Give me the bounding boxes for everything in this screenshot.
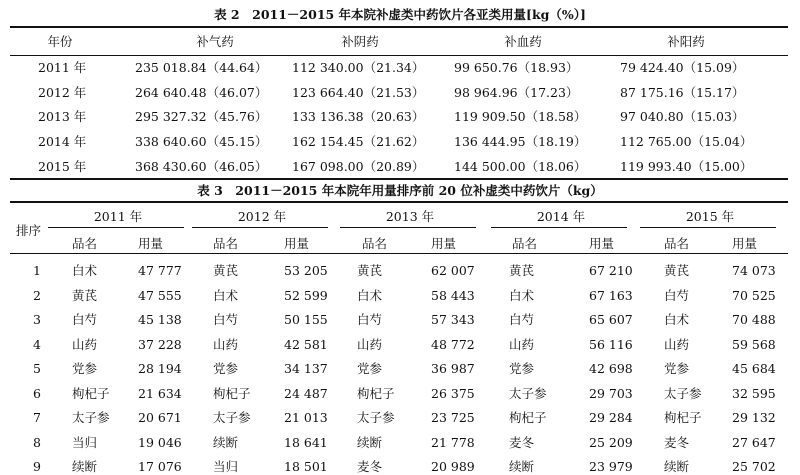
- table2-value-cell: 97 040.80（15.03）: [620, 109, 745, 124]
- table3-amount-cell: 53 205: [284, 263, 328, 278]
- table3-name-cell: 白术: [664, 312, 690, 327]
- table3-year-header: 2015 年: [685, 209, 735, 224]
- table3-amount-cell: 28 194: [138, 361, 182, 376]
- table2-value-cell: 119 909.50（18.58）: [454, 109, 587, 124]
- table3-amount-cell: 17 076: [138, 459, 182, 474]
- table3-name-cell: 白芍: [664, 288, 690, 303]
- table3-header-rule: [10, 253, 788, 254]
- table3-amount-cell: 50 155: [284, 312, 328, 327]
- table3-amount-cell: 21 634: [138, 386, 182, 401]
- table3-name-cell: 党参: [357, 361, 383, 376]
- table2-value-cell: 368 430.60（46.05）: [135, 159, 268, 174]
- table3-amount-cell: 59 568: [732, 337, 776, 352]
- table3-rank-cell: 5: [33, 361, 41, 376]
- table3-amount-cell: 23 725: [431, 410, 475, 425]
- table3-name-cell: 白术: [357, 288, 383, 303]
- table3-year-header: 2011 年: [93, 209, 143, 224]
- table2-year-cell: 2015 年: [38, 159, 87, 174]
- table2-bottom-rule: [10, 178, 788, 180]
- table3-amount-cell: 42 581: [284, 337, 328, 352]
- table3-amount-cell: 48 772: [431, 337, 475, 352]
- table2-year-cell: 2011 年: [38, 60, 87, 75]
- table3-name-cell: 枸杞子: [357, 386, 395, 401]
- table3-name-cell: 山药: [357, 337, 383, 352]
- table2-value-cell: 295 327.32（45.76）: [135, 109, 268, 124]
- table2-col-header: 补阳药: [667, 34, 705, 49]
- table3-name-cell: 白芍: [509, 312, 535, 327]
- table3-rank-header: 排序: [16, 223, 42, 238]
- table3-name-cell: 太子参: [72, 410, 110, 425]
- table3-name-cell: 黄芪: [509, 263, 535, 278]
- table3-amount-cell: 45 684: [732, 361, 776, 376]
- table3-amount-header: 用量: [138, 236, 164, 251]
- table3-amount-cell: 45 138: [138, 312, 182, 327]
- table3-name-cell: 麦冬: [509, 435, 535, 450]
- table3-amount-cell: 29 132: [732, 410, 776, 425]
- table3-name-cell: 枸杞子: [72, 386, 110, 401]
- table3-name-cell: 续断: [509, 459, 535, 474]
- table2-col-header: 补气药: [196, 34, 234, 49]
- table3-amount-cell: 20 989: [431, 459, 475, 474]
- table2-value-cell: 98 964.96（17.23）: [454, 85, 579, 100]
- table3-amount-cell: 65 607: [589, 312, 633, 327]
- table3-name-cell: 黄芪: [664, 263, 690, 278]
- table2-value-cell: 136 444.95（18.19）: [454, 134, 587, 149]
- table3-name-cell: 太子参: [213, 410, 251, 425]
- table3-name-cell: 续断: [664, 459, 690, 474]
- table3-amount-header: 用量: [431, 236, 457, 251]
- table3-amount-cell: 29 703: [589, 386, 633, 401]
- table2-value-cell: 112 340.00（21.34）: [292, 60, 425, 75]
- table3-name-cell: 党参: [213, 361, 239, 376]
- table3-name-cell: 黄芪: [213, 263, 239, 278]
- table2-value-cell: 87 175.16（15.17）: [620, 85, 745, 100]
- table3-rank-cell: 2: [33, 288, 41, 303]
- table3-year-underline: [48, 227, 184, 228]
- table2-value-cell: 144 500.00（18.06）: [454, 159, 587, 174]
- table3-name-cell: 麦冬: [357, 459, 383, 474]
- table3-year-underline: [491, 227, 627, 228]
- table2-caption: 表 2 2011－2015 年本院补虚类中药饮片各亚类用量[kg（%）]: [214, 7, 586, 22]
- table3-amount-cell: 67 163: [589, 288, 633, 303]
- table2-value-cell: 167 098.00（20.89）: [292, 159, 425, 174]
- table2-year-cell: 2013 年: [38, 109, 87, 124]
- table3-name-cell: 麦冬: [664, 435, 690, 450]
- table3-name-cell: 续断: [72, 459, 98, 474]
- table3-year-header: 2012 年: [237, 209, 287, 224]
- table2-value-cell: 235 018.84（44.64）: [135, 60, 268, 75]
- table3-amount-cell: 23 979: [589, 459, 633, 474]
- table3-year-underline: [192, 227, 328, 228]
- table3-amount-cell: 56 116: [589, 337, 633, 352]
- table3-name-cell: 白芍: [72, 312, 98, 327]
- table3-name-cell: 党参: [72, 361, 98, 376]
- table3-amount-cell: 42 698: [589, 361, 633, 376]
- table2-value-cell: 133 136.38（20.63）: [292, 109, 425, 124]
- table3-amount-cell: 62 007: [431, 263, 475, 278]
- table3-rank-cell: 7: [33, 410, 41, 425]
- table3-name-cell: 续断: [357, 435, 383, 450]
- table3-name-cell: 山药: [72, 337, 98, 352]
- table3-amount-cell: 47 777: [138, 263, 182, 278]
- table2-value-cell: 123 664.40（21.53）: [292, 85, 425, 100]
- table3-amount-cell: 19 046: [138, 435, 182, 450]
- table3-amount-header: 用量: [732, 236, 758, 251]
- table3-name-cell: 续断: [213, 435, 239, 450]
- table3-amount-cell: 25 702: [732, 459, 776, 474]
- table3-year-header: 2013 年: [385, 209, 435, 224]
- table3-name-cell: 白术: [509, 288, 535, 303]
- table3-name-cell: 太子参: [357, 410, 395, 425]
- table3-name-cell: 当归: [213, 459, 239, 474]
- table3-caption: 表 3 2011－2015 年本院年用量排序前 20 位补虚类中药饮片（kg）: [197, 183, 603, 198]
- table3-amount-cell: 21 778: [431, 435, 475, 450]
- table3-name-header: 品名: [72, 236, 98, 251]
- table2-value-cell: 79 424.40（15.09）: [620, 60, 745, 75]
- table2-value-cell: 99 650.76（18.93）: [454, 60, 579, 75]
- table3-name-cell: 黄芪: [357, 263, 383, 278]
- table3-amount-cell: 20 671: [138, 410, 182, 425]
- table3-amount-cell: 58 443: [431, 288, 475, 303]
- table3-amount-cell: 18 501: [284, 459, 328, 474]
- table3-amount-cell: 21 013: [284, 410, 328, 425]
- table3-rank-cell: 8: [33, 435, 41, 450]
- table3-year-underline: [640, 227, 776, 228]
- table3-name-cell: 山药: [509, 337, 535, 352]
- table3-amount-cell: 70 488: [732, 312, 776, 327]
- table3-amount-cell: 67 210: [589, 263, 633, 278]
- table3-name-cell: 枸杞子: [664, 410, 702, 425]
- table2-year-cell: 2014 年: [38, 134, 87, 149]
- table3-rank-cell: 3: [33, 312, 41, 327]
- table3-year-underline: [340, 227, 476, 228]
- table3-name-cell: 枸杞子: [213, 386, 251, 401]
- table3-rank-cell: 9: [33, 459, 41, 474]
- table3-rank-cell: 4: [33, 337, 41, 352]
- table2-year-cell: 2012 年: [38, 85, 87, 100]
- table3-amount-cell: 47 555: [138, 288, 182, 303]
- table3-name-cell: 党参: [509, 361, 535, 376]
- table3-name-cell: 山药: [213, 337, 239, 352]
- table3-year-header: 2014 年: [536, 209, 586, 224]
- table3-amount-header: 用量: [589, 236, 615, 251]
- table3-name-cell: 白术: [213, 288, 239, 303]
- table3-amount-cell: 57 343: [431, 312, 475, 327]
- table3-name-header: 品名: [213, 236, 239, 251]
- table2-value-cell: 162 154.45（21.62）: [292, 134, 425, 149]
- table2-col-header: 年份: [47, 34, 73, 49]
- table2-header-rule: [10, 55, 788, 56]
- table3-name-cell: 黄芪: [72, 288, 98, 303]
- table3-name-cell: 太子参: [509, 386, 547, 401]
- table3-top-rule: [10, 201, 788, 203]
- table3-name-cell: 枸杞子: [509, 410, 547, 425]
- table3-name-cell: 白芍: [213, 312, 239, 327]
- table3-amount-cell: 25 209: [589, 435, 633, 450]
- table3-amount-cell: 34 137: [284, 361, 328, 376]
- table2-col-header: 补血药: [504, 34, 542, 49]
- table3-name-cell: 太子参: [664, 386, 702, 401]
- table2-value-cell: 264 640.48（46.07）: [135, 85, 268, 100]
- table3-name-cell: 白芍: [357, 312, 383, 327]
- table3-amount-cell: 70 525: [732, 288, 776, 303]
- table3-amount-cell: 26 375: [431, 386, 475, 401]
- table3-rank-cell: 1: [33, 263, 41, 278]
- table3-name-cell: 白术: [72, 263, 98, 278]
- table2-col-header: 补阴药: [341, 34, 379, 49]
- table3-name-cell: 山药: [664, 337, 690, 352]
- table2-top-rule: [10, 26, 788, 28]
- table2-value-cell: 112 765.00（15.04）: [620, 134, 753, 149]
- table3-name-header: 品名: [362, 236, 388, 251]
- table3-name-cell: 党参: [664, 361, 690, 376]
- table3-amount-header: 用量: [284, 236, 310, 251]
- table3-amount-cell: 74 073: [732, 263, 776, 278]
- table3-name-cell: 当归: [72, 435, 98, 450]
- table3-amount-cell: 24 487: [284, 386, 328, 401]
- table3-amount-cell: 27 647: [732, 435, 776, 450]
- table3-rank-cell: 6: [33, 386, 41, 401]
- table3-amount-cell: 36 987: [431, 361, 475, 376]
- table3-name-header: 品名: [664, 236, 690, 251]
- table3-amount-cell: 37 228: [138, 337, 182, 352]
- table2-value-cell: 338 640.60（45.15）: [135, 134, 268, 149]
- table3-amount-cell: 18 641: [284, 435, 328, 450]
- table2-value-cell: 119 993.40（15.00）: [620, 159, 753, 174]
- table3-amount-cell: 52 599: [284, 288, 328, 303]
- table3-amount-cell: 29 284: [589, 410, 633, 425]
- table3-amount-cell: 32 595: [732, 386, 776, 401]
- table3-name-header: 品名: [512, 236, 538, 251]
